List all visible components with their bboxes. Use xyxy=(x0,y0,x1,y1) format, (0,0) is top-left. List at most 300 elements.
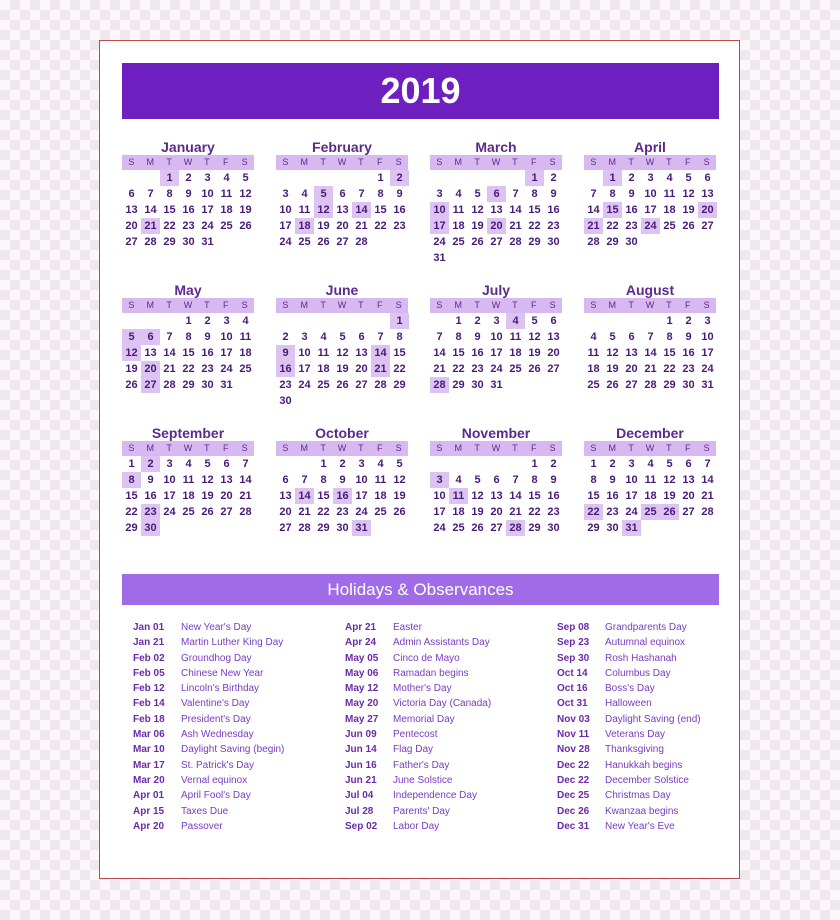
holidays-column xyxy=(133,620,284,834)
day-cell: 31 xyxy=(622,520,641,536)
month-february xyxy=(276,139,408,250)
weekday-header: S xyxy=(241,443,248,453)
day-cell: 17 xyxy=(279,220,292,232)
weekday-header: T xyxy=(666,157,672,167)
day-cell: 2 xyxy=(204,315,211,327)
days-grid xyxy=(122,456,255,536)
day-cell: 13 xyxy=(490,490,503,502)
day-cell: 31 xyxy=(352,520,371,536)
holiday-date: Mar 20 xyxy=(133,774,165,786)
holiday-date: May 27 xyxy=(345,713,379,725)
day-cell: 25 xyxy=(317,379,330,391)
weekday-header: W xyxy=(183,157,193,167)
day-cell: 8 xyxy=(185,331,192,343)
day-cell: 31 xyxy=(220,379,233,391)
day-cell: 24 xyxy=(433,236,446,248)
holiday-row xyxy=(557,712,701,727)
day-cell: 22 xyxy=(663,363,676,375)
holiday-row xyxy=(557,696,701,711)
day-cell: 8 xyxy=(122,472,141,488)
day-cell: 11 xyxy=(509,331,522,343)
month-name: September xyxy=(151,425,225,441)
day-cell: 15 xyxy=(393,347,406,359)
holiday-name: Cinco de Mayo xyxy=(393,652,460,664)
day-cell: 28 xyxy=(374,379,387,391)
month-november xyxy=(430,425,562,536)
month-may xyxy=(122,282,254,393)
day-cell: 21 xyxy=(239,490,252,502)
weekday-header-row xyxy=(276,298,408,313)
weekday-header: F xyxy=(222,157,229,167)
weekday-header: W xyxy=(645,157,655,167)
holiday-row xyxy=(345,696,491,711)
day-cell: 20 xyxy=(336,220,349,232)
day-empty xyxy=(506,170,525,186)
month-march xyxy=(430,139,562,266)
weekday-header: T xyxy=(204,300,210,310)
day-cell: 26 xyxy=(471,522,484,534)
weekday-header: S xyxy=(549,300,556,310)
day-cell: 26 xyxy=(201,506,214,518)
day-cell: 10 xyxy=(644,188,657,200)
month-name: June xyxy=(325,282,359,298)
day-cell: 23 xyxy=(141,504,160,520)
day-cell: 1 xyxy=(525,170,544,186)
day-cell: 13 xyxy=(279,490,292,502)
day-cell: 24 xyxy=(163,506,176,518)
day-cell: 13 xyxy=(490,204,503,216)
day-cell: 20 xyxy=(547,347,560,359)
day-cell: 12 xyxy=(314,202,333,218)
day-cell: 23 xyxy=(393,220,406,232)
holiday-row xyxy=(345,773,491,788)
day-cell: 20 xyxy=(487,218,506,234)
day-cell: 18 xyxy=(452,506,465,518)
day-cell: 26 xyxy=(606,379,619,391)
day-cell: 8 xyxy=(666,331,673,343)
day-cell: 14 xyxy=(433,347,446,359)
day-cell: 10 xyxy=(433,490,446,502)
weekday-header: S xyxy=(128,300,135,310)
day-cell: 26 xyxy=(682,220,695,232)
day-cell: 16 xyxy=(547,204,560,216)
weekday-header: T xyxy=(320,157,326,167)
day-cell: 8 xyxy=(377,188,384,200)
day-cell: 9 xyxy=(204,331,211,343)
day-cell: 24 xyxy=(220,363,233,375)
holiday-date: Feb 14 xyxy=(133,698,165,710)
day-empty xyxy=(295,170,314,186)
holiday-row xyxy=(345,681,491,696)
day-cell: 8 xyxy=(166,188,173,200)
day-cell: 9 xyxy=(474,331,481,343)
holiday-name: Taxes Due xyxy=(181,805,229,817)
day-cell: 24 xyxy=(701,363,714,375)
day-cell: 19 xyxy=(471,220,484,232)
day-cell: 30 xyxy=(336,522,349,534)
day-cell: 28 xyxy=(509,236,522,248)
holiday-row xyxy=(133,819,284,834)
holiday-name: Ash Wednesday xyxy=(181,729,254,741)
day-cell: 11 xyxy=(182,474,195,486)
day-cell: 24 xyxy=(355,506,368,518)
weekday-header: S xyxy=(395,443,402,453)
day-cell: 3 xyxy=(358,458,365,470)
day-cell: 27 xyxy=(682,506,695,518)
day-cell: 3 xyxy=(166,458,173,470)
day-cell: 29 xyxy=(663,379,676,391)
day-cell: 25 xyxy=(663,220,676,232)
day-cell: 14 xyxy=(644,347,657,359)
day-cell: 26 xyxy=(336,379,349,391)
weekday-header: S xyxy=(241,300,248,310)
day-empty xyxy=(468,456,487,472)
weekday-header: W xyxy=(645,443,655,453)
day-cell: 1 xyxy=(590,458,597,470)
weekday-header: F xyxy=(530,157,537,167)
day-cell: 15 xyxy=(125,490,138,502)
weekday-header: T xyxy=(320,300,326,310)
day-cell: 21 xyxy=(584,218,603,234)
holiday-date: Jul 04 xyxy=(345,790,374,802)
day-cell: 8 xyxy=(590,474,597,486)
day-cell: 17 xyxy=(490,347,503,359)
day-cell: 30 xyxy=(141,520,160,536)
day-cell: 21 xyxy=(298,506,311,518)
weekday-header-row xyxy=(430,155,562,170)
day-cell: 19 xyxy=(471,506,484,518)
holiday-date: Dec 26 xyxy=(557,805,590,817)
holiday-row xyxy=(133,620,284,635)
days-grid xyxy=(276,313,409,409)
weekday-header: F xyxy=(222,443,229,453)
day-cell: 9 xyxy=(550,188,557,200)
day-cell: 7 xyxy=(166,331,173,343)
day-cell: 12 xyxy=(471,204,484,216)
holiday-date: Nov 03 xyxy=(557,713,590,725)
day-cell: 4 xyxy=(666,172,673,184)
day-empty xyxy=(314,170,333,186)
day-empty xyxy=(295,313,314,329)
day-cell: 20 xyxy=(698,202,717,218)
holiday-row xyxy=(557,758,701,773)
day-empty xyxy=(333,313,352,329)
day-cell: 2 xyxy=(685,315,692,327)
weekday-header: T xyxy=(666,443,672,453)
weekday-header: W xyxy=(491,443,501,453)
day-cell: 14 xyxy=(371,345,390,361)
holiday-date: Jan 21 xyxy=(133,637,165,649)
day-cell: 4 xyxy=(647,458,654,470)
holiday-row xyxy=(133,742,284,757)
day-cell: 28 xyxy=(506,520,525,536)
day-cell: 7 xyxy=(301,474,308,486)
day-cell: 1 xyxy=(455,315,462,327)
days-grid xyxy=(122,313,255,393)
day-cell: 16 xyxy=(182,204,195,216)
day-cell: 3 xyxy=(430,472,449,488)
day-cell: 27 xyxy=(547,363,560,375)
holiday-row xyxy=(133,635,284,650)
day-cell: 27 xyxy=(279,522,292,534)
day-cell: 14 xyxy=(701,474,714,486)
weekday-header: S xyxy=(549,157,556,167)
day-cell: 12 xyxy=(336,347,349,359)
holiday-date: Sep 23 xyxy=(557,637,590,649)
day-cell: 11 xyxy=(452,204,465,216)
holiday-date: Sep 02 xyxy=(345,820,378,832)
day-cell: 26 xyxy=(660,504,679,520)
day-cell: 4 xyxy=(377,458,384,470)
day-empty xyxy=(641,313,660,329)
holiday-name: Vernal equinox xyxy=(181,774,248,786)
days-grid xyxy=(584,313,717,393)
day-cell: 12 xyxy=(122,345,141,361)
year-title: 2019 xyxy=(122,63,719,119)
day-cell: 13 xyxy=(336,204,349,216)
day-cell: 23 xyxy=(682,363,695,375)
day-cell: 19 xyxy=(528,347,541,359)
day-cell: 20 xyxy=(490,506,503,518)
day-cell: 11 xyxy=(239,331,252,343)
day-cell: 8 xyxy=(320,474,327,486)
day-cell: 4 xyxy=(242,315,249,327)
day-cell: 21 xyxy=(371,361,390,377)
day-cell: 22 xyxy=(584,504,603,520)
holiday-row xyxy=(345,651,491,666)
day-cell: 7 xyxy=(242,458,249,470)
holiday-row xyxy=(557,819,701,834)
day-cell: 18 xyxy=(587,363,600,375)
day-cell: 18 xyxy=(509,347,522,359)
day-cell: 3 xyxy=(628,458,635,470)
holiday-row xyxy=(133,651,284,666)
weekday-header: M xyxy=(146,157,155,167)
day-cell: 6 xyxy=(487,186,506,202)
day-cell: 2 xyxy=(141,456,160,472)
holiday-row xyxy=(557,804,701,819)
day-empty xyxy=(584,313,603,329)
day-cell: 5 xyxy=(609,331,616,343)
day-cell: 15 xyxy=(603,202,622,218)
day-cell: 23 xyxy=(547,506,560,518)
day-cell: 21 xyxy=(509,506,522,518)
day-cell: 2 xyxy=(474,315,481,327)
weekday-header-row xyxy=(122,441,254,456)
holiday-row xyxy=(557,788,701,803)
day-cell: 9 xyxy=(550,474,557,486)
weekday-header: T xyxy=(474,157,480,167)
day-empty xyxy=(487,456,506,472)
day-cell: 2 xyxy=(185,172,192,184)
day-cell: 5 xyxy=(474,188,481,200)
holiday-name: New Year's Eve xyxy=(605,820,675,832)
weekday-header-row xyxy=(276,155,408,170)
day-cell: 19 xyxy=(663,490,676,502)
day-empty xyxy=(333,170,352,186)
holiday-name: Mother's Day xyxy=(393,683,452,695)
month-name: February xyxy=(312,139,372,155)
day-cell: 19 xyxy=(201,490,214,502)
day-cell: 26 xyxy=(317,236,330,248)
day-cell: 24 xyxy=(641,218,660,234)
holiday-date: Feb 02 xyxy=(133,652,165,664)
day-cell: 21 xyxy=(163,363,176,375)
holiday-row xyxy=(133,804,284,819)
weekday-header: M xyxy=(300,300,309,310)
month-name: October xyxy=(315,425,369,441)
day-cell: 26 xyxy=(239,220,252,232)
day-cell: 24 xyxy=(279,236,292,248)
day-cell: 21 xyxy=(433,363,446,375)
day-cell: 18 xyxy=(317,363,330,375)
day-cell: 14 xyxy=(163,347,176,359)
day-cell: 22 xyxy=(182,363,195,375)
day-empty xyxy=(295,456,314,472)
day-cell: 25 xyxy=(452,522,465,534)
holiday-row xyxy=(133,727,284,742)
day-cell: 1 xyxy=(320,458,327,470)
day-cell: 10 xyxy=(279,204,292,216)
day-cell: 3 xyxy=(493,315,500,327)
day-cell: 17 xyxy=(201,204,214,216)
day-cell: 9 xyxy=(609,474,616,486)
day-empty xyxy=(449,456,468,472)
holiday-date: Oct 16 xyxy=(557,683,588,695)
holiday-row xyxy=(133,788,284,803)
day-cell: 18 xyxy=(374,490,387,502)
holiday-date: Mar 17 xyxy=(133,759,165,771)
holiday-row xyxy=(557,742,701,757)
day-cell: 11 xyxy=(663,188,676,200)
day-cell: 15 xyxy=(528,490,541,502)
holiday-date: May 20 xyxy=(345,698,379,710)
day-cell: 30 xyxy=(201,379,214,391)
day-cell: 17 xyxy=(220,347,233,359)
day-cell: 6 xyxy=(128,188,135,200)
weekday-header: W xyxy=(183,443,193,453)
calendar-sheet xyxy=(99,40,740,879)
month-name: August xyxy=(625,282,675,298)
day-empty xyxy=(468,170,487,186)
day-empty xyxy=(352,313,371,329)
day-cell: 22 xyxy=(393,363,406,375)
day-cell: 30 xyxy=(625,236,638,248)
day-cell: 29 xyxy=(182,379,195,391)
day-cell: 17 xyxy=(298,363,311,375)
weekday-header: T xyxy=(358,300,364,310)
weekday-header: M xyxy=(300,443,309,453)
day-cell: 8 xyxy=(396,331,403,343)
holiday-row xyxy=(557,651,701,666)
weekday-header: S xyxy=(436,443,443,453)
day-cell: 25 xyxy=(641,504,660,520)
holiday-name: December Solstice xyxy=(605,774,689,786)
day-cell: 7 xyxy=(436,331,443,343)
holiday-name: Halloween xyxy=(605,698,652,710)
weekday-header: W xyxy=(337,300,347,310)
day-cell: 18 xyxy=(182,490,195,502)
weekday-header: S xyxy=(549,443,556,453)
day-cell: 22 xyxy=(452,363,465,375)
day-cell: 26 xyxy=(528,363,541,375)
day-cell: 14 xyxy=(352,202,371,218)
month-december xyxy=(584,425,716,536)
weekday-header: W xyxy=(491,157,501,167)
day-cell: 9 xyxy=(185,188,192,200)
day-cell: 13 xyxy=(355,347,368,359)
day-cell: 1 xyxy=(666,315,673,327)
weekday-header: S xyxy=(128,157,135,167)
holiday-row xyxy=(557,666,701,681)
day-empty xyxy=(430,170,449,186)
weekday-header: F xyxy=(684,300,691,310)
day-cell: 21 xyxy=(644,363,657,375)
holiday-date: Dec 25 xyxy=(557,790,590,802)
day-cell: 22 xyxy=(125,506,138,518)
day-empty xyxy=(603,313,622,329)
day-cell: 31 xyxy=(433,252,446,264)
day-cell: 15 xyxy=(663,347,676,359)
day-cell: 18 xyxy=(239,347,252,359)
holiday-date: Jul 28 xyxy=(345,805,374,817)
day-cell: 11 xyxy=(220,188,233,200)
day-cell: 25 xyxy=(220,220,233,232)
day-cell: 28 xyxy=(355,236,368,248)
month-september xyxy=(122,425,254,536)
day-cell: 25 xyxy=(374,506,387,518)
day-cell: 3 xyxy=(647,172,654,184)
day-cell: 12 xyxy=(471,490,484,502)
day-cell: 5 xyxy=(531,315,538,327)
weekday-header: M xyxy=(300,157,309,167)
holiday-name: Labor Day xyxy=(393,820,440,832)
day-cell: 7 xyxy=(704,458,711,470)
holiday-name: Lincoln's Birthday xyxy=(181,683,260,695)
day-cell: 14 xyxy=(509,204,522,216)
day-cell: 24 xyxy=(490,363,503,375)
holiday-row xyxy=(345,788,491,803)
holiday-date: Sep 08 xyxy=(557,622,590,633)
day-cell: 29 xyxy=(606,236,619,248)
day-cell: 1 xyxy=(185,315,192,327)
weekday-header: W xyxy=(337,443,347,453)
weekday-header-row xyxy=(122,155,254,170)
day-cell: 2 xyxy=(550,172,557,184)
holiday-date: Apr 20 xyxy=(133,820,165,832)
day-cell: 23 xyxy=(471,363,484,375)
weekday-header: M xyxy=(608,300,617,310)
day-cell: 7 xyxy=(512,474,519,486)
day-cell: 8 xyxy=(531,474,538,486)
day-cell: 5 xyxy=(396,458,403,470)
day-cell: 27 xyxy=(125,236,138,248)
day-cell: 16 xyxy=(682,347,695,359)
holiday-date: Jun 21 xyxy=(345,774,377,786)
holiday-name: Groundhog Day xyxy=(181,652,252,664)
days-grid xyxy=(276,170,409,250)
day-cell: 19 xyxy=(606,363,619,375)
holiday-date: Nov 11 xyxy=(557,729,590,741)
day-cell: 11 xyxy=(587,347,600,359)
day-empty xyxy=(122,170,141,186)
weekday-header: W xyxy=(183,300,193,310)
day-cell: 21 xyxy=(509,220,522,232)
holiday-name: Pentecost xyxy=(393,729,438,741)
day-cell: 8 xyxy=(531,188,538,200)
day-empty xyxy=(430,313,449,329)
weekday-header: T xyxy=(166,443,172,453)
